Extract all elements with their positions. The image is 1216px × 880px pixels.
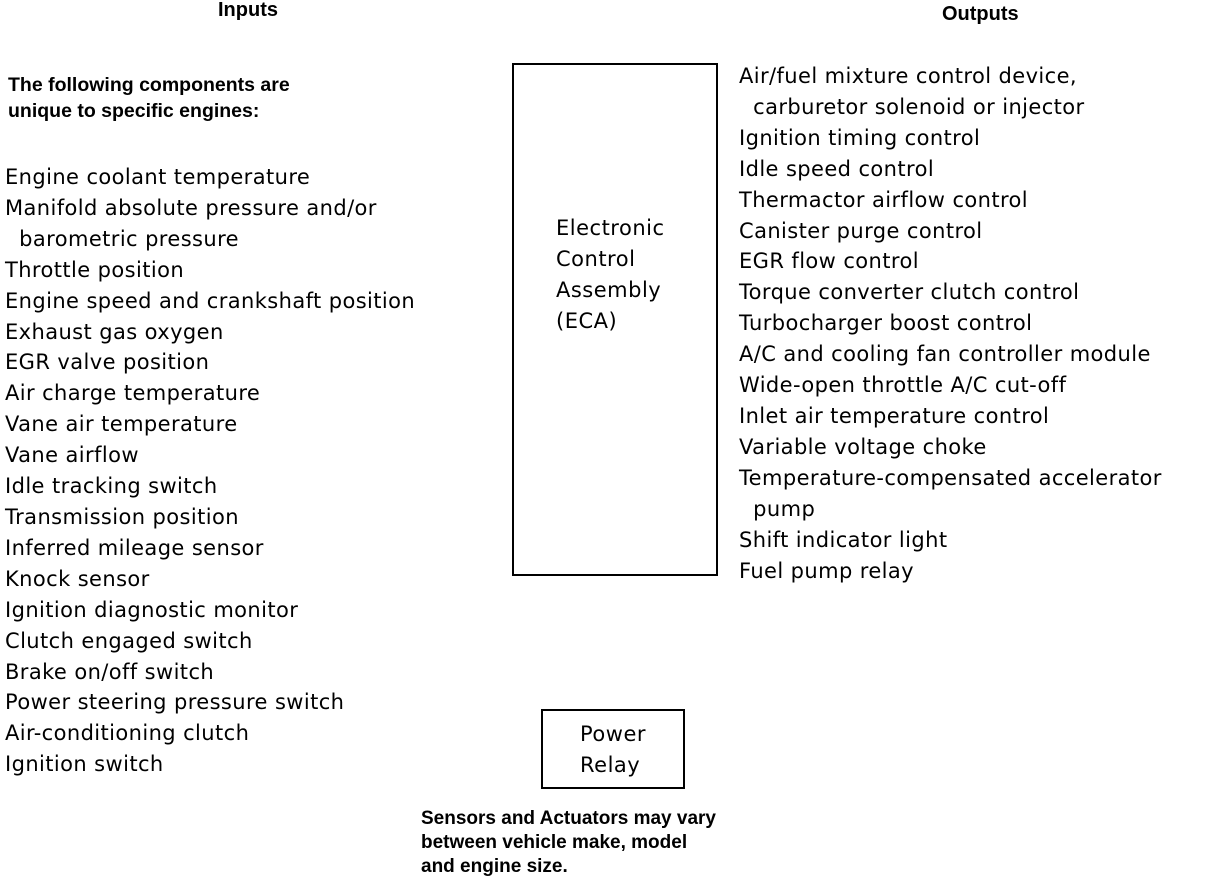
footer-note <box>421 807 716 879</box>
output-item: Temperature-compensated accelerator <box>739 465 1162 490</box>
input-item: Brake on/off switch <box>5 659 215 684</box>
inputs-list <box>5 162 415 780</box>
output-item: Wide-open throttle A/C cut-off <box>739 373 1067 398</box>
input-item: EGR valve position <box>5 350 210 375</box>
input-item: Ignition diagnostic monitor <box>5 597 299 622</box>
input-item: Idle tracking switch <box>5 474 218 499</box>
input-item: Exhaust gas oxygen <box>5 319 224 344</box>
output-item: Canister purge control <box>739 218 983 243</box>
eca-label-line: Control <box>556 247 636 271</box>
outputs-list <box>739 61 1162 586</box>
inputs-note <box>8 72 290 124</box>
eca-label-line: Assembly <box>556 278 662 302</box>
power-relay-label <box>580 719 646 781</box>
output-item: A/C and cooling fan controller module <box>739 342 1151 367</box>
inputs-note-line: unique to specific engines: <box>8 100 260 122</box>
output-item: Air/fuel mixture control device, <box>739 64 1077 88</box>
output-item: Shift indicator light <box>739 527 948 552</box>
eca-label-line: Electronic <box>556 216 665 240</box>
eca-label <box>556 213 665 337</box>
output-item: pump <box>739 496 816 521</box>
inputs-note-line: The following components are <box>8 74 290 96</box>
output-item: carburetor solenoid or injector <box>739 94 1085 119</box>
input-item: Throttle position <box>5 257 185 282</box>
input-item: Transmission position <box>5 504 239 529</box>
output-item: EGR flow control <box>739 249 919 274</box>
input-item: Clutch engaged switch <box>5 628 253 653</box>
outputs-heading: Outputs <box>942 3 1019 25</box>
output-item: Fuel pump relay <box>739 558 914 583</box>
output-item: Idle speed control <box>739 156 935 181</box>
input-item: Air-conditioning clutch <box>5 721 250 746</box>
power-relay-label-line: Relay <box>580 753 641 777</box>
eca-box <box>512 63 718 576</box>
output-item: Turbocharger boost control <box>739 311 1033 336</box>
input-item: Ignition switch <box>5 752 164 777</box>
input-item: Manifold absolute pressure and/or <box>5 195 377 220</box>
output-item: Variable voltage choke <box>739 434 987 459</box>
input-item: Knock sensor <box>5 566 150 591</box>
input-item: Power steering pressure switch <box>5 690 345 715</box>
input-item: Air charge temperature <box>5 381 261 406</box>
input-item: Engine coolant temperature <box>5 165 311 189</box>
input-item: Inferred mileage sensor <box>5 535 264 560</box>
footer-note-line: Sensors and Actuators may vary <box>421 808 716 829</box>
output-item: Inlet air temperature control <box>739 403 1050 428</box>
inputs-heading: Inputs <box>218 0 278 21</box>
power-relay-box <box>541 709 685 789</box>
eca-label-line: (ECA) <box>556 309 618 333</box>
input-item: Vane air temperature <box>5 412 238 437</box>
input-item: barometric pressure <box>5 226 239 251</box>
input-item: Engine speed and crankshaft position <box>5 288 416 313</box>
footer-note-line: between vehicle make, model <box>421 832 688 853</box>
power-relay-label-line: Power <box>580 722 646 746</box>
output-item: Ignition timing control <box>739 125 981 150</box>
output-item: Thermactor airflow control <box>739 187 1029 212</box>
output-item: Torque converter clutch control <box>739 280 1080 305</box>
footer-note-line: and engine size. <box>421 856 568 877</box>
input-item: Vane airflow <box>5 443 139 468</box>
